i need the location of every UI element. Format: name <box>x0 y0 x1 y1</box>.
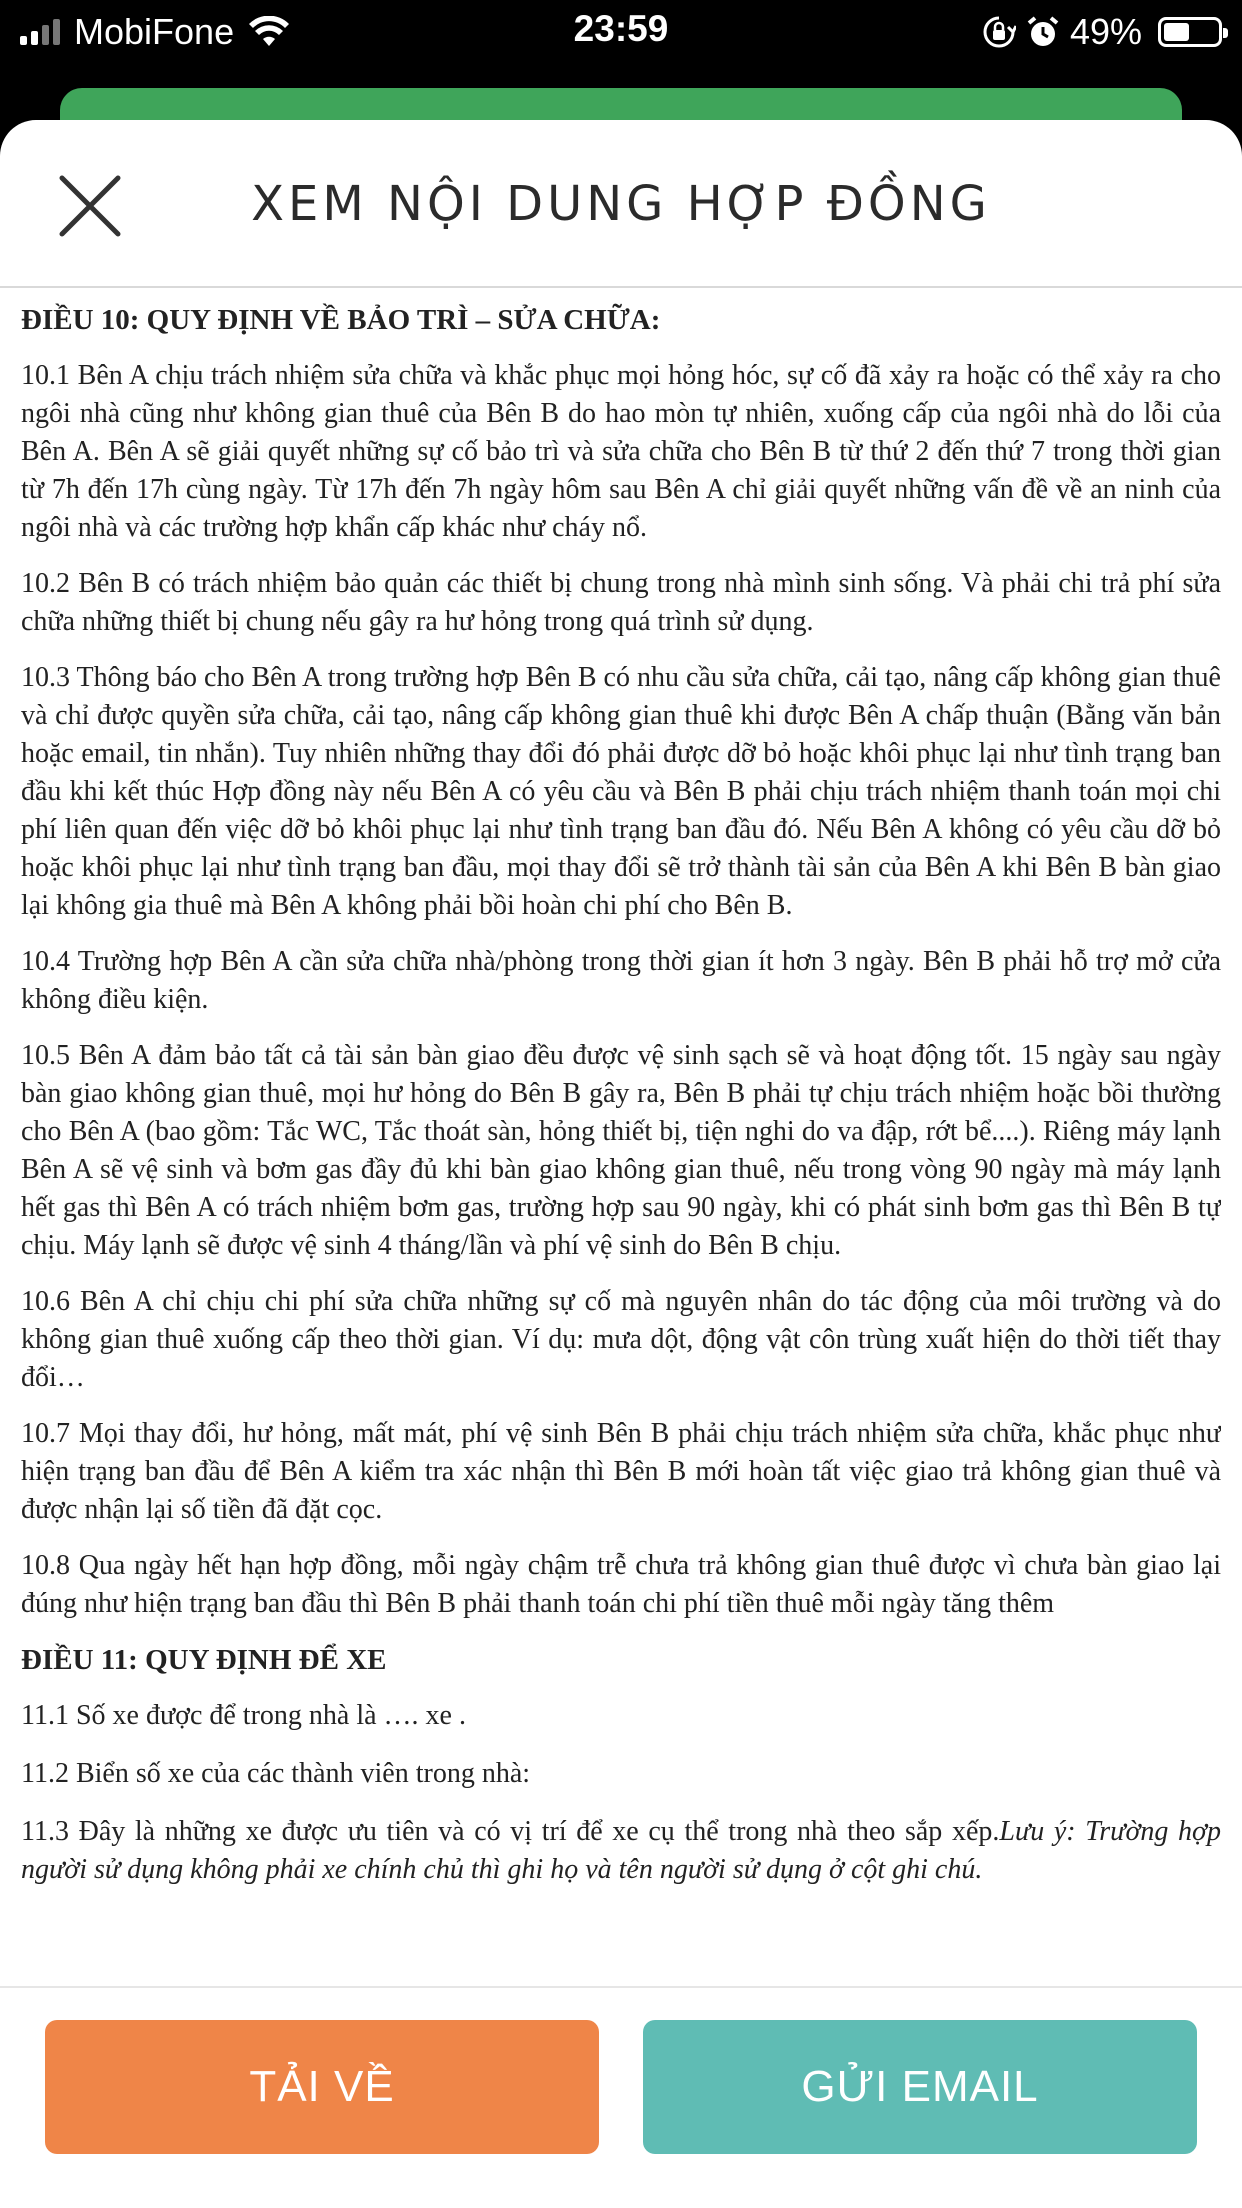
contract-content[interactable] <box>21 290 1221 1985</box>
clause-10-7: 10.7 Mọi thay đổi, hư hỏng, mất mát, phí vệ sinh Bên B phải chịu trách nhiệm sửa chữa, khắc phục như hiện trạng ban đầu để Bên A kiểm tra xác nhận thì Bên B mới hoàn tất việc giao trả không gian thuê và được nhận lại số tiền đã đặt cọc. <box>21 1418 1221 1525</box>
clause-10-3: 10.3 Thông báo cho Bên A trong trường hợp Bên B có nhu cầu sửa chữa, cải tạo, nâng cấp không gian thuê và chỉ được quyền sửa chữa, cải tạo, nâng cấp không gian thuê khi được Bên A chấp thuận (Bằng văn bản hoặc email, tin nhắn). Tuy nhiên những thay đổi đó phải được dỡ bỏ hoặc khôi phục lại như tình trạng ban đầu khi kết thúc Hợp đồng này nếu Bên A có yêu cầu và Bên B phải chịu trách nhiệm thanh toán mọi chi phí liên quan đến việc dỡ bỏ khôi phục lại như tình trạng ban đầu đó. Nếu Bên A không có yêu cầu dỡ bỏ hoặc khôi phục lại như tình trạng ban đầu, mọi thay đổi sẽ trở thành tài sản của Bên A khi Bên B bàn giao lại không gia thuê mà Bên A không phải bồi hoàn chi phí cho Bên B. <box>21 662 1221 921</box>
contract-modal <box>0 120 1242 2208</box>
clause-10-1: 10.1 Bên A chịu trách nhiệm sửa chữa và khắc phục mọi hỏng hóc, sự cố đã xảy ra hoặc có thể xảy ra cho ngôi nhà cũng như không gian thuê của Bên B do hao mòn tự nhiên, xuống cấp của ngôi nhà do lỗi của Bên A. Bên A sẽ giải quyết những sự cố bảo trì và sửa chữa cho Bên B từ thứ 2 đến thứ 7 trong thời gian từ 7h đến 17h cùng ngày. Từ 17h đến 7h ngày hôm sau Bên A chỉ giải quyết những vấn đề về an ninh của ngôi nhà và các trường hợp khẩn cấp khác như cháy nổ. <box>21 360 1221 543</box>
clause-10-2: 10.2 Bên B có trách nhiệm bảo quản các thiết bị chung trong nhà mình sinh sống. Và phải chi trả phí sửa chữa những thiết bị chung nếu gây ra hư hỏng trong quá trình sử dụng. <box>21 568 1221 637</box>
status-time: 23:59 <box>573 8 669 49</box>
clause-11-3-text: 11.3 Đây là những xe được ưu tiên và có vị trí để xe cụ thể trong nhà theo sắp xếp. <box>21 1816 1000 1847</box>
modal-footer <box>0 1986 1242 2208</box>
carrier-name: MobiFone <box>74 11 235 52</box>
battery-icon <box>1158 17 1222 47</box>
rotation-lock-icon <box>982 15 1016 49</box>
send-email-button[interactable]: GỬI EMAIL <box>643 2020 1197 2154</box>
clause-10-4: 10.4 Trường hợp Bên A cần sửa chữa nhà/phòng trong thời gian ít hơn 3 ngày. Bên B phải hỗ trợ mở cửa không điều kiện. <box>21 946 1221 1015</box>
clause-11-3-note: Lưu ý: Trường hợp người sử dụng không phải xe chính chủ thì ghi họ và tên người sử dụng ở cột ghi chú. <box>21 1816 1221 1885</box>
modal-title: XEM NỘI DUNG HỢP ĐỒNG <box>251 176 991 232</box>
status-right <box>982 10 1222 54</box>
article-10-heading: ĐIỀU 10: QUY ĐỊNH VỀ BẢO TRÌ – SỬA CHỮA: <box>21 304 661 336</box>
modal-header <box>0 120 1242 288</box>
battery-level <box>1164 23 1189 41</box>
clause-11-2: 11.2 Biển số xe của các thành viên trong nhà: <box>21 1758 531 1789</box>
article-11-heading: ĐIỀU 11: QUY ĐỊNH ĐỂ XE <box>21 1644 387 1676</box>
download-button[interactable]: TẢI VỀ <box>45 2020 599 2154</box>
clause-11-1: 11.1 Số xe được để trong nhà là …. xe . <box>21 1700 466 1731</box>
clause-10-5: 10.5 Bên A đảm bảo tất cả tài sản bàn giao đều được vệ sinh sạch sẽ và hoạt động tốt. 15 ngày sau ngày bàn giao không gian thuê, mọi hư hỏng do Bên B gây ra, Bên B phải tự chịu trách nhiệm hoặc bồi thường cho Bên A (bao gồm: Tắc WC, Tắc thoát sàn, hỏng thiết bị, tiện nghi do va đập, rớt bể....). Riêng máy lạnh Bên A sẽ vệ sinh và bơm gas đầy đủ khi bàn giao không gian thuê, nếu trong vòng 90 ngày mà máy lạnh hết gas thì Bên A có trách nhiệm bơm gas, trường hợp sau 90 ngày, khi có phát sinh bơm gas thì Bên B tự chịu. Máy lạnh sẽ được vệ sinh 4 tháng/lần và phí vệ sinh do Bên B chịu. <box>21 1040 1221 1261</box>
battery-percent: 49% <box>1069 11 1142 52</box>
clause-11-3 <box>21 1813 1221 1889</box>
clause-10-8: 10.8 Qua ngày hết hạn hợp đồng, mỗi ngày chậm trễ chưa trả không gian thuê được vì chưa bàn giao lại đúng như hiện trạng ban đầu thì Bên B phải thanh toán chi phí tiền thuê mỗi ngày tăng thêm <box>21 1550 1221 1619</box>
alarm-icon <box>1026 15 1060 49</box>
clause-10-6: 10.6 Bên A chỉ chịu chi phí sửa chữa những sự cố mà nguyên nhân do tác động của môi trường và do không gian thuê xuống cấp theo thời gian. Ví dụ: mưa dột, động vật côn trùng xuất hiện do thời tiết thay đổi… <box>21 1286 1221 1393</box>
status-bar <box>0 0 1242 62</box>
